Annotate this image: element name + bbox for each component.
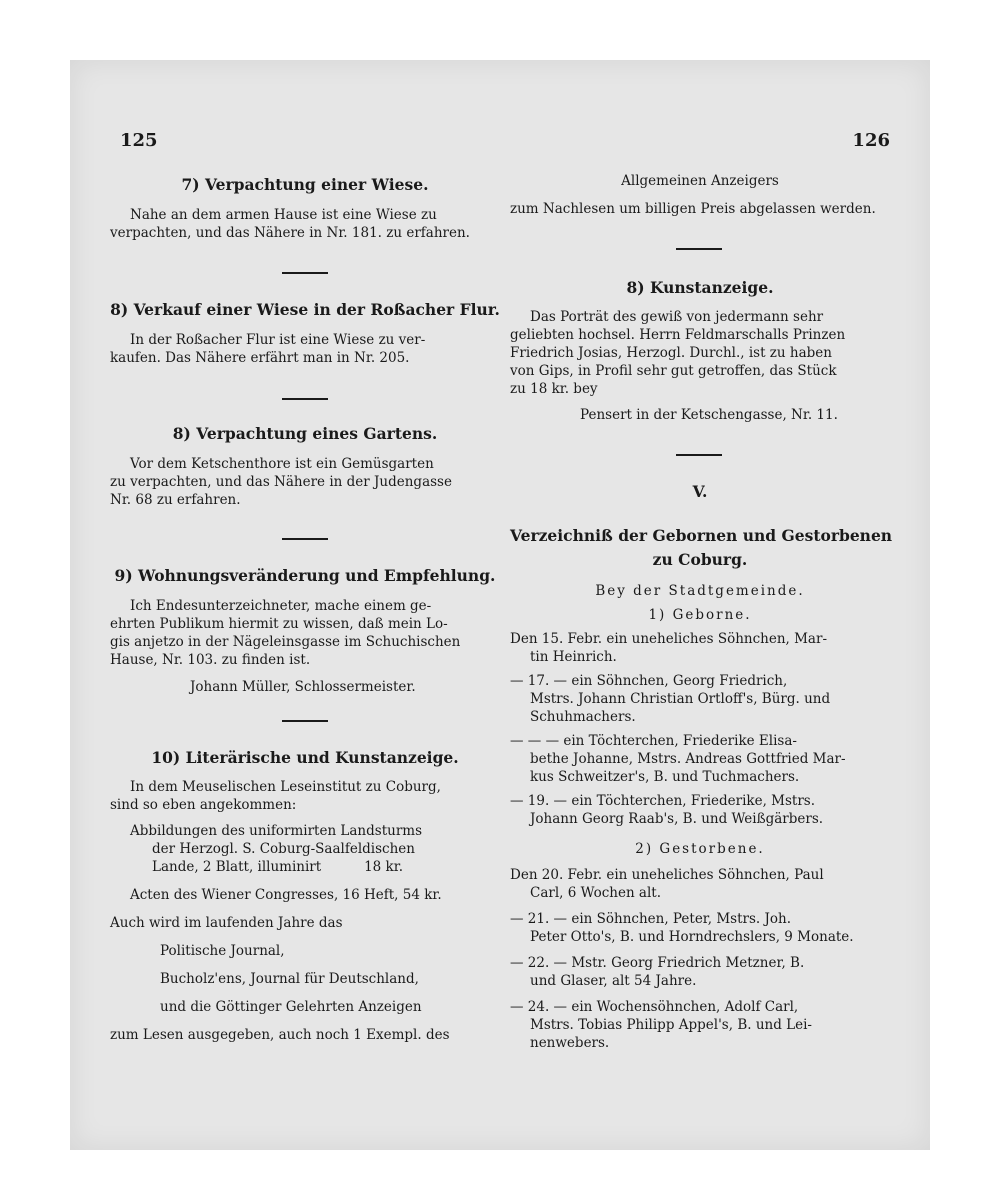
gestorbene-entry-3-line-2: und Glaser, alt 54 Jahre. — [530, 973, 697, 989]
geborne-heading: 1) Geborne. — [648, 607, 752, 623]
section-8-heading: 8) Verkauf einer Wiese in der Roßacher Flur. — [110, 300, 500, 319]
page-number-left: 125 — [120, 130, 158, 151]
section-8-line-2: kaufen. Das Nähere erfährt man in Nr. 205. — [110, 350, 410, 366]
section-v-heading: V. — [692, 482, 708, 501]
divider — [282, 272, 328, 274]
divider — [676, 454, 722, 456]
section-10-item2: Acten des Wiener Congresses, 16 Heft, 54 kr. — [130, 887, 442, 903]
kunstanzeige-line-3: Friedrich Josias, Herzogl. Durchl., ist zu haben — [510, 345, 832, 361]
page-number-right: 126 — [852, 130, 890, 151]
kunstanzeige-line-4: von Gips, in Profil sehr gut getroffen, das Stück — [510, 363, 837, 379]
kunstanzeige-line-1: Das Porträt des gewiß von jedermann sehr — [530, 309, 824, 325]
section-kunstanzeige-heading: 8) Kunstanzeige. — [626, 278, 774, 297]
section-10-item1-line-1: Abbildungen des uniformirten Landsturms — [130, 823, 423, 839]
geborne-entry-1-line-2: tin Heinrich. — [530, 649, 617, 665]
geborne-entry-2-line-1: — 17. — ein Söhnchen, Georg Friedrich, — [510, 673, 788, 689]
divider — [282, 398, 328, 400]
book-page-spread — [70, 60, 930, 1150]
geborne-entry-4-line-2: Johann Georg Raab's, B. und Weißgärbers. — [530, 811, 824, 827]
continuation-line-1: Allgemeinen Anzeigers — [621, 173, 779, 189]
section-10-line-2: sind so eben angekommen: — [110, 797, 297, 813]
gestorbene-heading: 2) Gestorbene. — [635, 841, 765, 857]
gestorbene-entry-1-line-1: Den 20. Febr. ein uneheliches Söhnchen, Paul — [510, 867, 824, 883]
section-10-item1-line-2: der Herzogl. S. Coburg-Saalfeldischen — [152, 841, 415, 857]
section-10-item7: zum Lesen ausgegeben, auch noch 1 Exempl. des — [110, 1027, 450, 1043]
section-8-line-1: In der Roßacher Flur ist eine Wiese zu ver- — [130, 332, 426, 348]
divider — [676, 248, 722, 250]
section-9-signature: Johann Müller, Schlossermeister. — [190, 679, 416, 695]
section-10-item3: Auch wird im laufenden Jahre das — [110, 915, 343, 931]
gestorbene-entry-3-line-1: — 22. — Mstr. Georg Friedrich Metzner, B. — [510, 955, 805, 971]
gestorbene-entry-4-line-1: — 24. — ein Wochensöhnchen, Adolf Carl, — [510, 999, 799, 1015]
section-10-item6: und die Göttinger Gelehrten Anzeigen — [160, 999, 422, 1015]
gestorbene-entry-2-line-1: — 21. — ein Söhnchen, Peter, Mstrs. Joh. — [510, 911, 792, 927]
register-title-line-2: zu Coburg. — [652, 550, 748, 569]
gestorbene-entry-1-line-2: Carl, 6 Wochen alt. — [530, 885, 662, 901]
section-10-item1-line-3: Lande, 2 Blatt, illuminirt 18 kr. — [152, 859, 404, 875]
section-garden-line-3: Nr. 68 zu erfahren. — [110, 492, 241, 508]
gestorbene-entry-4-line-3: nenwebers. — [530, 1035, 610, 1051]
section-10-item4: Politische Journal, — [160, 943, 285, 959]
section-9-line-1: Ich Endesunterzeichneter, mache einem ge- — [130, 598, 432, 614]
geborne-entry-4-line-1: — 19. — ein Töchterchen, Friederike, Mstrs. — [510, 793, 816, 809]
section-7-heading: 7) Verpachtung einer Wiese. — [181, 175, 429, 194]
section-7-line-1: Nahe an dem armen Hause ist eine Wiese zu — [130, 207, 437, 223]
section-10-line-1: In dem Meuselischen Leseinstitut zu Coburg, — [130, 779, 441, 795]
section-garden-line-1: Vor dem Ketschenthore ist ein Gemüsgarten — [130, 456, 434, 472]
kunstanzeige-signature: Pensert in der Ketschengasse, Nr. 11. — [580, 407, 838, 423]
geborne-entry-2-line-2: Mstrs. Johann Christian Ortloff's, Bürg. und — [530, 691, 831, 707]
stadtgemeinde-heading: Bey der Stadtgemeinde. — [595, 583, 805, 599]
kunstanzeige-line-2: geliebten hochsel. Herrn Feldmarschalls Prinzen — [510, 327, 846, 343]
section-9-line-2: ehrten Publikum hiermit zu wissen, daß mein Lo- — [110, 616, 448, 632]
register-title-line-1: Verzeichniß der Gebornen und Gestorbenen — [510, 526, 893, 545]
kunstanzeige-line-5: zu 18 kr. bey — [510, 381, 598, 397]
gestorbene-entry-4-line-2: Mstrs. Tobias Philipp Appel's, B. und Lei- — [530, 1017, 812, 1033]
section-9-line-4: Hause, Nr. 103. zu finden ist. — [110, 652, 311, 668]
section-7-line-2: verpachten, und das Nähere in Nr. 181. zu erfahren. — [110, 225, 470, 241]
geborne-entry-3-line-1: — — — ein Töchterchen, Friederike Elisa- — [510, 733, 797, 749]
divider — [282, 538, 328, 540]
gestorbene-entry-2-line-2: Peter Otto's, B. und Horndrechslers, 9 Monate. — [530, 929, 854, 945]
section-10-heading: 10) Literärische und Kunstanzeige. — [151, 748, 459, 767]
divider — [282, 720, 328, 722]
section-10-item5: Bucholz'ens, Journal für Deutschland, — [160, 971, 419, 987]
section-9-line-3: gis anjetzo in der Nägeleinsgasse im Schuchischen — [110, 634, 461, 650]
section-garden-heading: 8) Verpachtung eines Gartens. — [172, 424, 438, 443]
geborne-entry-3-line-2: bethe Johanne, Mstrs. Andreas Gottfried Mar- — [530, 751, 846, 767]
continuation-line-2: zum Nachlesen um billigen Preis abgelassen werden. — [510, 201, 876, 217]
geborne-entry-1-line-1: Den 15. Febr. ein uneheliches Söhnchen, Mar- — [510, 631, 827, 647]
section-9-heading: 9) Wohnungsveränderung und Empfehlung. — [114, 566, 496, 585]
geborne-entry-3-line-3: kus Schweitzer's, B. und Tuchmachers. — [530, 769, 800, 785]
section-garden-line-2: zu verpachten, und das Nähere in der Judengasse — [110, 474, 452, 490]
geborne-entry-2-line-3: Schuhmachers. — [530, 709, 636, 725]
